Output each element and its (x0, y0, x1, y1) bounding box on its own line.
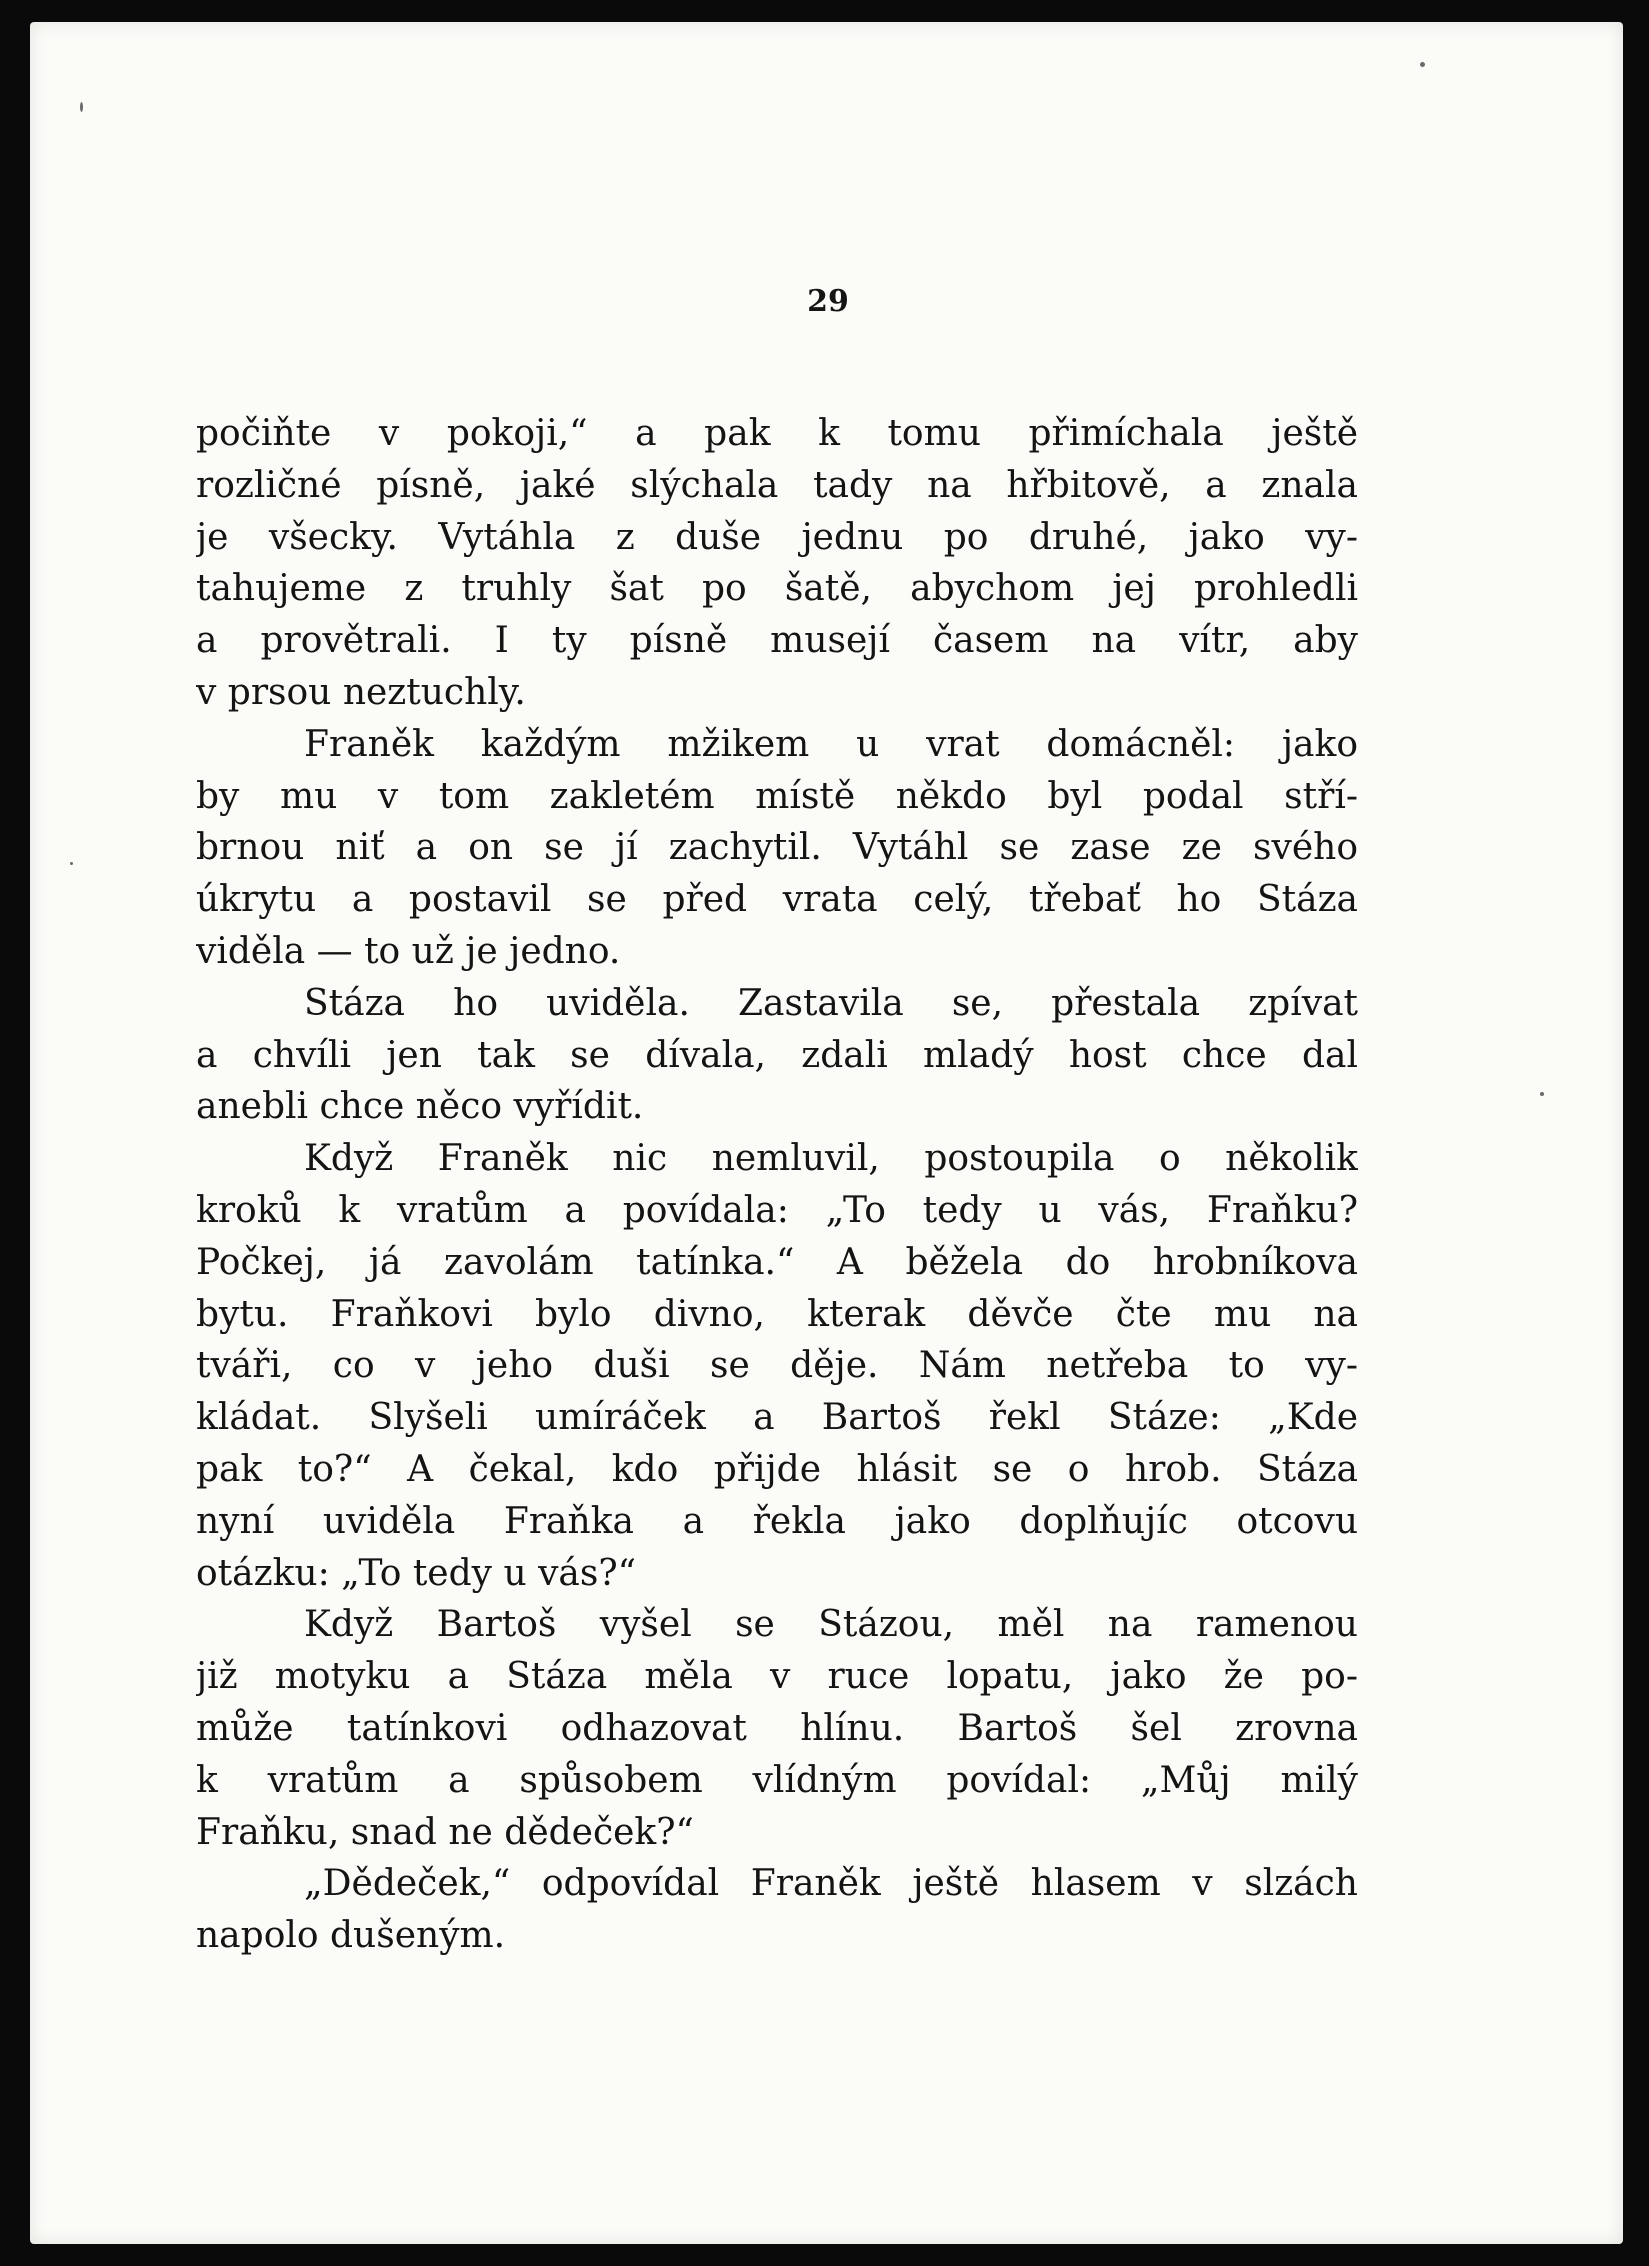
ink-speck (70, 862, 73, 865)
text-line: a provětrali. I ty písně musejí časem na vítr, aby (196, 620, 1358, 662)
text-line: kládat. Slyšeli umíráček a Bartoš řekl Stáze: „Kde (196, 1397, 1358, 1439)
text-line: Franěk každým mžikem u vrat domácněl: jako (304, 723, 1358, 765)
text-line: úkrytu a postavil se před vrata celý, třebať ho Stáza (196, 879, 1358, 921)
text-line: tváři, co v jeho duši se děje. Nám netřeba to vy- (196, 1345, 1358, 1387)
text-line: v prsou neztuchly. (196, 671, 526, 713)
text-line: Fraňku, snad ne dědeček?“ (196, 1811, 694, 1853)
text-line: může tatínkovi odhazovat hlínu. Bartoš šel zrovna (196, 1707, 1358, 1749)
text-line: anebli chce něco vyřídit. (196, 1086, 644, 1128)
text-line: by mu v tom zakletém místě někdo byl podal stří- (196, 775, 1358, 817)
text-line: Stáza ho uviděla. Zastavila se, přestala zpívat (304, 982, 1358, 1024)
text-line: Počkej, já zavolám tatínka.“ A běžela do hrobníkova (196, 1241, 1358, 1283)
text-line: tahujeme z truhly šat po šatě, abychom jej prohledli (196, 568, 1358, 610)
ink-speck (80, 102, 83, 112)
text-line: kroků k vratům a povídala: „To tedy u vás, Fraňku? (196, 1189, 1358, 1231)
text-line: počiňte v pokoji,“ a pak k tomu přimíchala ještě (196, 413, 1358, 454)
text-line: „Dědeček,“ odpovídal Franěk ještě hlasem v slzách (304, 1863, 1358, 1905)
body-text (196, 408, 1358, 1962)
text-line: je všecky. Vytáhla z duše jednu po druhé, jako vy- (196, 516, 1358, 558)
text-line: brnou niť a on se jí zachytil. Vytáhl se zase ze svého (196, 827, 1358, 869)
ink-speck (1540, 1092, 1544, 1096)
text-line: nyní uviděla Fraňka a řekla jako doplňujíc otcovu (196, 1500, 1358, 1542)
text-line: napolo dušeným. (196, 1915, 506, 1957)
book-page (30, 22, 1623, 2244)
text-line: rozličné písně, jaké slýchala tady na hřbitově, a znala (196, 464, 1358, 506)
text-line: viděla — to už je jedno. (196, 930, 621, 972)
text-line: Když Franěk nic nemluvil, postoupila o několik (304, 1138, 1358, 1180)
text-line: již motyku a Stáza měla v ruce lopatu, jako že po- (196, 1656, 1358, 1698)
text-line: pak to?“ A čekal, kdo přijde hlásit se o hrob. Stáza (196, 1448, 1358, 1490)
text-line: otázku: „To tedy u vás?“ (196, 1552, 637, 1594)
text-line: a chvíli jen tak se dívala, zdali mladý host chce dal (196, 1034, 1358, 1076)
text-line: Když Bartoš vyšel se Stázou, měl na ramenou (304, 1604, 1358, 1646)
ink-speck (1420, 62, 1425, 67)
text-line: k vratům a spůsobem vlídným povídal: „Můj milý (196, 1759, 1358, 1801)
page-number: 29 (807, 284, 849, 319)
text-line: bytu. Fraňkovi bylo divno, kterak děvče čte mu na (196, 1293, 1358, 1335)
